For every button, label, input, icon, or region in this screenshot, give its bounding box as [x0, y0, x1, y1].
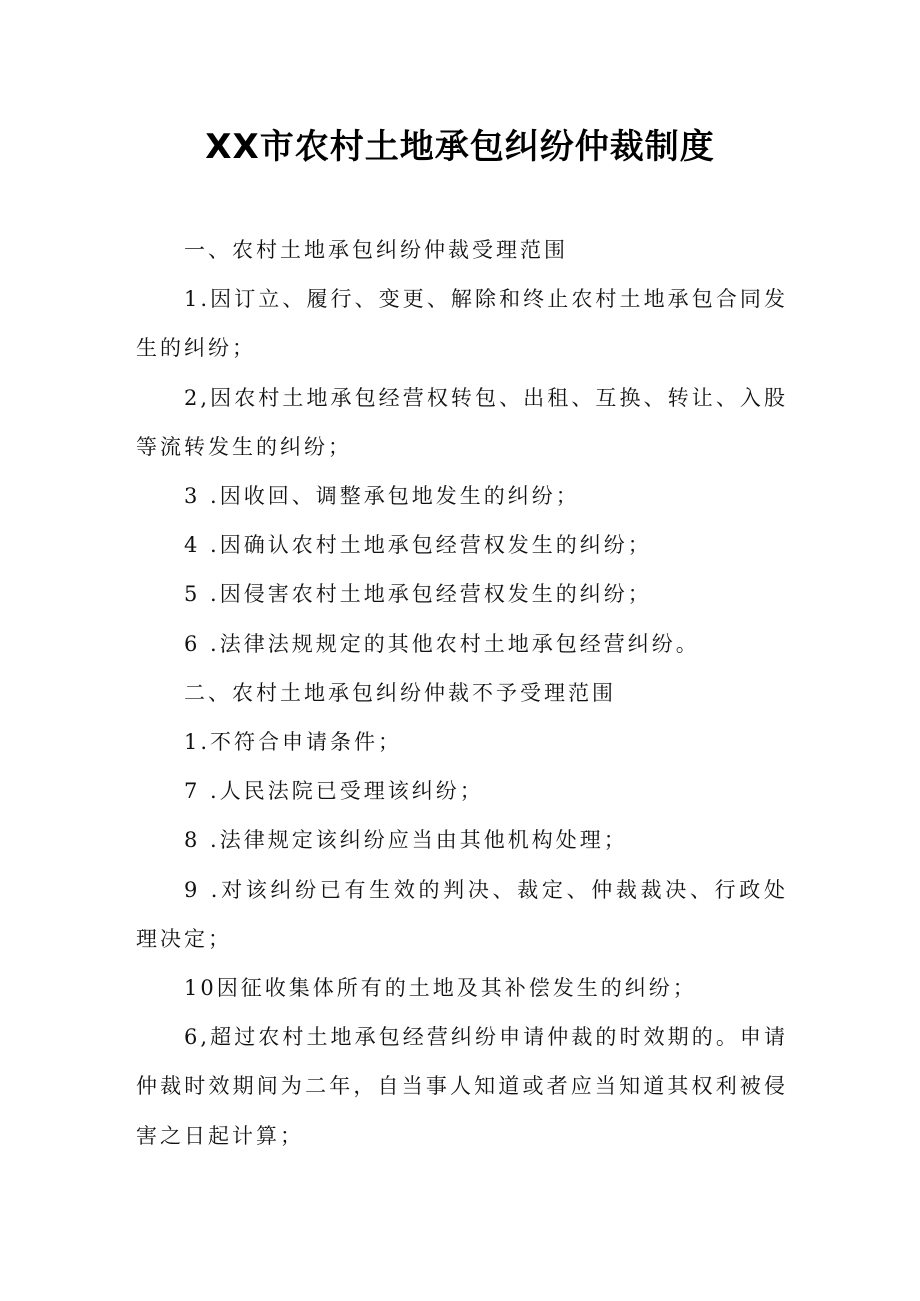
list-item: 5 .因侵害农村土地承包经营权发生的纠纷； — [184, 582, 652, 607]
list-item: 9 .对该纠纷已有生效的判决、裁定、仲裁裁决、行政处理决定； — [136, 877, 788, 951]
document-body — [136, 226, 788, 1161]
list-item: 1.不符合申请条件； — [184, 730, 403, 755]
document-title: XX市农村土地承包纠纷仲裁制度 — [205, 127, 715, 167]
section-heading-scope: 一、农村土地承包纠纷仲裁受理范围 — [184, 238, 568, 262]
list-item: 1.因订立、履行、变更、解除和终止农村土地承包合同发生的纠纷； — [136, 287, 788, 361]
list-item: 7 .人民法院已受理该纠纷； — [184, 779, 484, 804]
list-item: 6,超过农村土地承包经营纠纷申请仲裁的时效期的。申请仲裁时效期间为二年，自当事人知道或者应当知道其权利被侵害之日起计算； — [136, 1025, 788, 1148]
list-item: 8 .法律规定该纠纷应当由其他机构处理； — [184, 828, 628, 853]
list-item: 6 .法律法规规定的其他农村土地承包经营纠纷。 — [184, 631, 700, 656]
section-heading-exclusions: 二、农村土地承包纠纷仲裁不予受理范围 — [184, 680, 616, 705]
list-item: 4 .因确认农村土地承包经营权发生的纠纷； — [184, 533, 652, 558]
list-item: 3 .因收回、调整承包地发生的纠纷； — [184, 484, 580, 509]
list-item: 10因征收集体所有的土地及其补偿发生的纠纷； — [184, 976, 697, 1001]
list-item: 2,因农村土地承包经营权转包、出租、互换、转让、入股等流转发生的纠纷； — [136, 385, 788, 459]
